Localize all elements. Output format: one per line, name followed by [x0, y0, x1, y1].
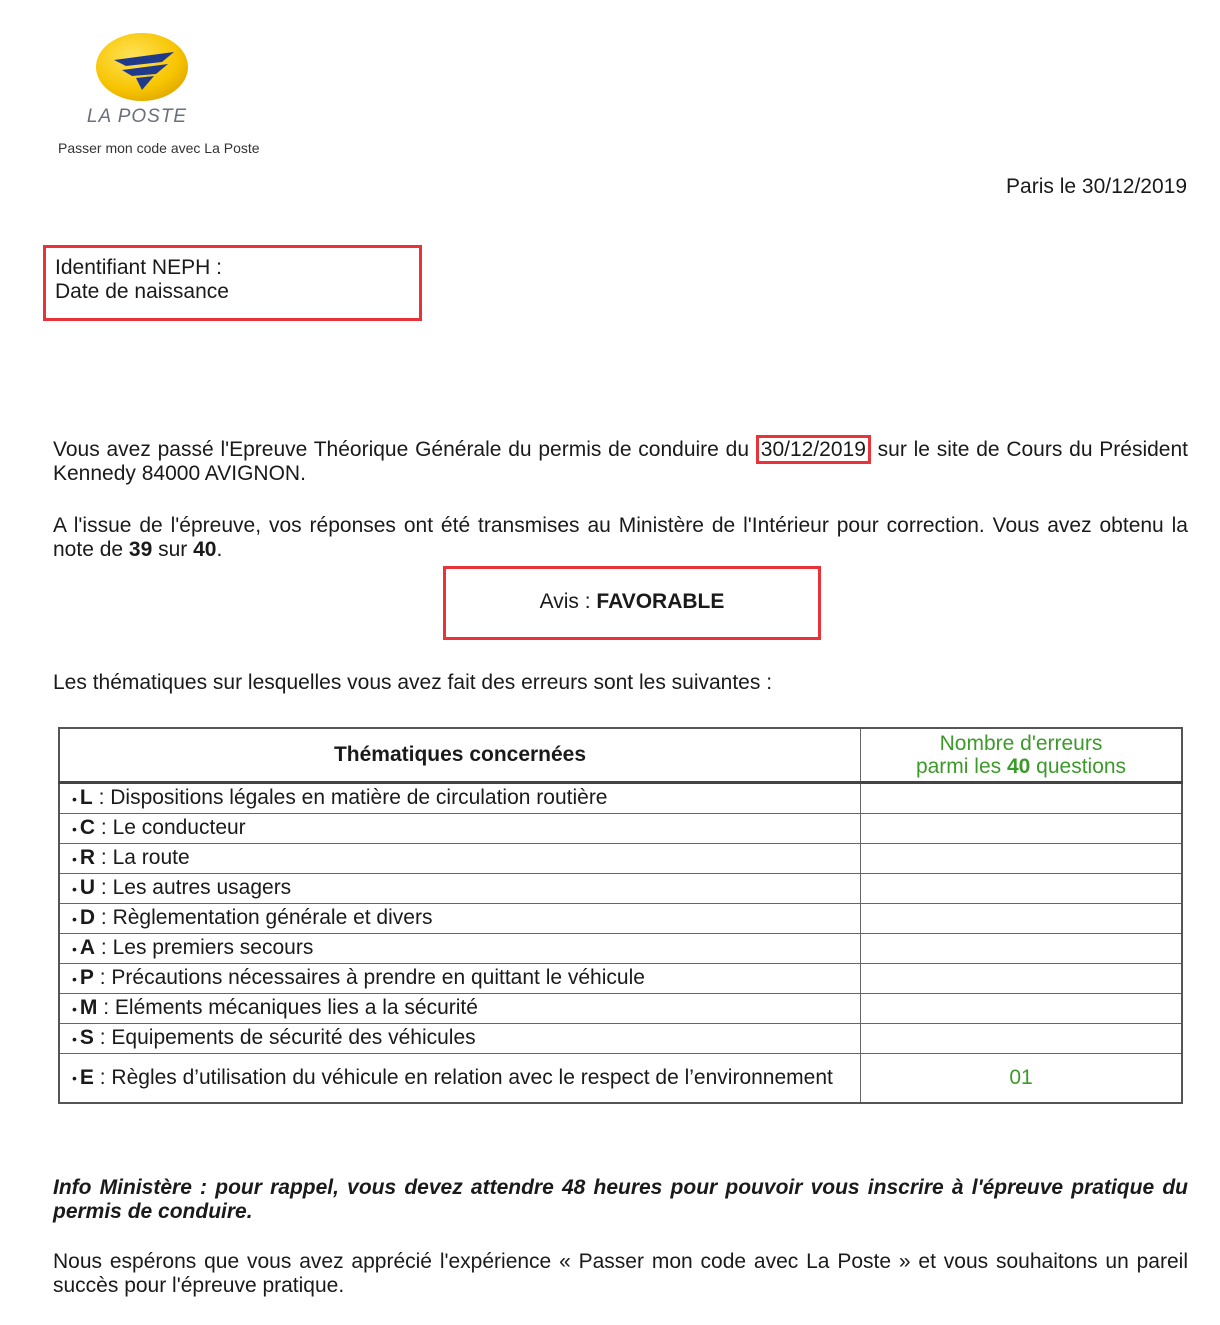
- theme-cell: [59, 844, 861, 874]
- error-count: 01: [861, 1054, 1183, 1104]
- header-errors: [861, 728, 1183, 783]
- themes-table: [58, 727, 1183, 1104]
- bullet-icon: •: [72, 1070, 77, 1087]
- theme-label: : Précautions nécessaires à prendre en quittant le véhicule: [93, 966, 645, 990]
- theme-code: C: [79, 816, 96, 840]
- theme-cell: [59, 814, 861, 844]
- table-row: [59, 964, 1182, 994]
- theme-cell: [59, 1024, 861, 1054]
- logo-tagline: Passer mon code avec La Poste: [58, 140, 260, 156]
- header-errors-line2: [861, 755, 1181, 778]
- exam-text-after: sur le site de Cours du Président Kennedy 84000 AVIGNON.: [53, 438, 1188, 485]
- result-text-after: .: [216, 538, 223, 561]
- error-count: [861, 814, 1183, 844]
- result-paragraph: [53, 514, 1188, 562]
- table-row: [59, 934, 1182, 964]
- exam-paragraph: [53, 438, 1188, 486]
- bullet-icon: •: [72, 1000, 77, 1017]
- error-count: [861, 964, 1183, 994]
- theme-code: P: [79, 966, 94, 990]
- bullet-icon: •: [72, 850, 77, 867]
- bullet-icon: •: [72, 970, 77, 987]
- error-count: [861, 904, 1183, 934]
- closing-paragraph: Nous espérons que vous avez apprécié l'expérience « Passer mon code avec La Poste » et vous souhaitons un pareil succès pour l'épreuve pratique.: [53, 1250, 1188, 1297]
- table-row: [59, 1054, 1182, 1104]
- header-errors-num: 40: [1006, 755, 1031, 778]
- score-value: 39: [128, 538, 153, 561]
- neph-label: Identifiant NEPH :: [55, 256, 222, 279]
- theme-code: R: [79, 846, 96, 870]
- avis-box: [443, 566, 821, 640]
- bullet-icon: •: [72, 1030, 77, 1047]
- theme-code: L: [79, 786, 93, 810]
- table-row: [59, 904, 1182, 934]
- theme-cell: [59, 783, 861, 814]
- logo-wordmark: LA POSTE: [86, 106, 188, 127]
- table-header-row: [59, 728, 1182, 783]
- theme-label: : Les premiers secours: [95, 936, 314, 960]
- avis-value: FAVORABLE: [596, 590, 725, 613]
- avis-label: Avis :: [539, 590, 597, 613]
- info-ministere: Info Ministère : pour rappel, vous devez attendre 48 heures pour pouvoir vous inscrire à l'épreuve pratique du permis de conduire.: [53, 1176, 1188, 1223]
- theme-code: A: [79, 936, 96, 960]
- theme-label: : Règles d’utilisation du véhicule en relation avec le respect de l’environnement: [93, 1065, 833, 1089]
- result-text-before: A l'issue de l'épreuve, vos réponses ont été transmises au Ministère de l'Intérieur pour correction. Vous avez obtenu la note de: [53, 514, 1188, 561]
- theme-label: : La route: [95, 846, 190, 870]
- bullet-icon: •: [72, 880, 77, 897]
- error-count: [861, 994, 1183, 1024]
- exam-date-highlight: 30/12/2019: [756, 435, 871, 464]
- theme-label: : Règlementation générale et divers: [95, 906, 433, 930]
- table-row: [59, 994, 1182, 1024]
- error-count: [861, 874, 1183, 904]
- table-row: [59, 1024, 1182, 1054]
- table-row: [59, 783, 1182, 814]
- bullet-icon: •: [72, 940, 77, 957]
- theme-cell: [59, 874, 861, 904]
- theme-label: : Eléments mécaniques lies a la sécurité: [97, 996, 478, 1020]
- theme-code: M: [79, 996, 98, 1020]
- table-row: [59, 874, 1182, 904]
- theme-code: U: [79, 876, 96, 900]
- theme-code: S: [79, 1026, 94, 1050]
- theme-cell: [59, 964, 861, 994]
- birth-date-label: Date de naissance: [55, 280, 229, 303]
- theme-label: : Les autres usagers: [95, 876, 292, 900]
- bullet-icon: •: [72, 790, 77, 807]
- header-themes: Thématiques concernées: [59, 728, 861, 783]
- exam-text-before: Vous avez passé l'Epreuve Théorique Générale du permis de conduire du: [53, 438, 756, 461]
- header-errors-pre: parmi les: [915, 755, 1007, 778]
- header-errors-post: questions: [1030, 755, 1127, 778]
- error-count: [861, 934, 1183, 964]
- total-value: 40: [193, 538, 217, 561]
- table-row: [59, 814, 1182, 844]
- theme-label: : Dispositions légales en matière de circulation routière: [92, 786, 608, 810]
- table-row: [59, 844, 1182, 874]
- theme-cell: [59, 904, 861, 934]
- result-text-middle: sur: [152, 538, 194, 561]
- bullet-icon: •: [72, 820, 77, 837]
- theme-label: : Le conducteur: [95, 816, 246, 840]
- identity-box: [43, 245, 422, 321]
- bullet-icon: •: [72, 910, 77, 927]
- theme-code: E: [79, 1065, 94, 1089]
- theme-cell: [59, 1054, 861, 1104]
- theme-code: D: [79, 906, 96, 930]
- date-line: Paris le 30/12/2019: [1006, 175, 1187, 198]
- la-poste-logo-icon: [92, 30, 192, 105]
- theme-cell: [59, 994, 861, 1024]
- themes-intro: Les thématiques sur lesquelles vous avez fait des erreurs sont les suivantes :: [53, 671, 773, 694]
- header-errors-line1: Nombre d'erreurs: [939, 732, 1103, 755]
- theme-label: : Equipements de sécurité des véhicules: [93, 1026, 476, 1050]
- error-count: [861, 844, 1183, 874]
- theme-cell: [59, 934, 861, 964]
- error-count: [861, 1024, 1183, 1054]
- error-count: [861, 783, 1183, 814]
